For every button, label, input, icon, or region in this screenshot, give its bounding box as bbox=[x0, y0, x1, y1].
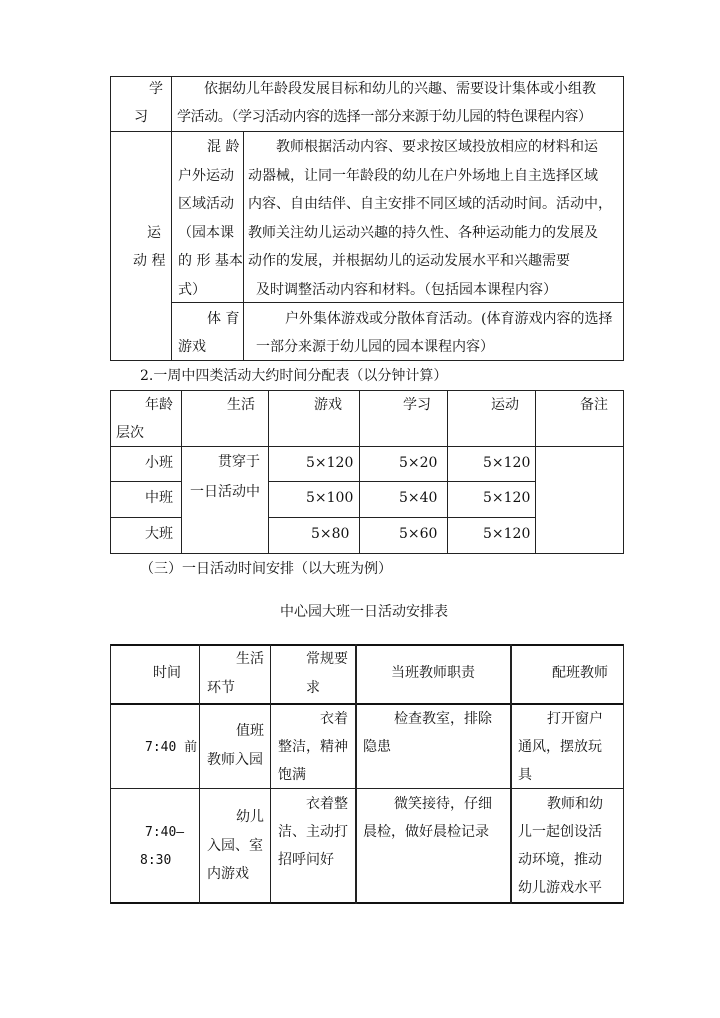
table-row-rules: 洁、主动打 bbox=[278, 824, 348, 840]
pe-content: 一部分来源于幼儿园的园本课程内容） bbox=[256, 339, 494, 355]
mixed-age-content: 及时调整活动内容和材料。（包括园本课程内容） bbox=[256, 282, 557, 298]
table-row-age: 小班 bbox=[145, 455, 173, 471]
table-row-rules: 衣着 bbox=[320, 711, 348, 727]
mixed-age-label: 区域活动 bbox=[178, 196, 234, 212]
table-row-assist: 儿一起创设活 bbox=[518, 824, 602, 840]
section-heading: （三）一日活动时间安排（以大班为例） bbox=[140, 561, 392, 577]
table-row-sport: 5×120 bbox=[483, 490, 531, 506]
table-row-segment: 入园、室 bbox=[207, 838, 263, 854]
pe-content: 户外集体游戏或分散体育活动。(体育游戏内容的选择 bbox=[285, 311, 613, 327]
header-time: 时间 bbox=[153, 665, 181, 681]
table-row-assist: 通风，摆放玩 bbox=[518, 739, 602, 755]
pe-label: 游戏 bbox=[178, 339, 206, 355]
header-assist-teacher: 配班教师 bbox=[552, 665, 608, 681]
table-row-study: 5×20 bbox=[399, 455, 438, 471]
table-row-sport: 5×120 bbox=[483, 526, 531, 542]
study-label: 学 bbox=[149, 81, 163, 97]
table-row-assist: 教师和幼 bbox=[547, 796, 603, 812]
mixed-age-content: 教师根据活动内容、要求按区域投放相应的材料和运 bbox=[276, 139, 598, 155]
table-row-assist: 动环境，推动 bbox=[518, 852, 602, 868]
table-row-age: 中班 bbox=[145, 490, 173, 506]
header-game: 游戏 bbox=[314, 397, 342, 413]
table-row-sport: 5×120 bbox=[483, 455, 531, 471]
table-row-assist: 幼儿游戏水平 bbox=[518, 880, 602, 896]
table-row-duty: 晨检，做好晨检记录 bbox=[363, 824, 489, 840]
header-segment: 环节 bbox=[207, 680, 235, 696]
mixed-age-content: 动器械，让同一年龄段的幼儿在户外场地上自主选择区域 bbox=[248, 168, 598, 184]
header-age: 年龄 bbox=[145, 397, 173, 413]
table-row-segment: 内游戏 bbox=[207, 866, 249, 882]
header-age: 层次 bbox=[116, 425, 144, 441]
pe-label: 体 育 bbox=[207, 311, 240, 327]
table-row-rules: 整洁，精神 bbox=[278, 739, 348, 755]
table-row-duty: 检查教室，排除 bbox=[394, 711, 492, 727]
header-duty-teacher: 当班教师职责 bbox=[391, 665, 475, 681]
table-row-time: 8:30 bbox=[140, 853, 172, 868]
mixed-age-label: 混 龄 bbox=[207, 139, 240, 155]
header-segment: 生活 bbox=[236, 651, 264, 667]
mixed-age-label: 式） bbox=[178, 282, 206, 298]
header-rules: 求 bbox=[306, 680, 320, 696]
table-row-rules: 招呼问好 bbox=[278, 852, 334, 868]
table-row-study: 5×60 bbox=[399, 526, 438, 542]
table-row-segment: 教师入园 bbox=[207, 752, 263, 768]
life-merged-cell: 一日活动中 bbox=[190, 484, 260, 500]
table-row-game: 5×120 bbox=[306, 455, 354, 471]
mixed-age-label: （园本课 bbox=[178, 225, 234, 241]
table-row-time: 7:40— bbox=[145, 825, 185, 840]
table-title: 中心园大班一日活动安排表 bbox=[280, 604, 448, 620]
mixed-age-label: 户外运动 bbox=[178, 168, 234, 184]
table-row-rules: 衣着整 bbox=[306, 796, 348, 812]
life-merged-cell: 贯穿于 bbox=[218, 454, 260, 470]
table-row-game: 5×80 bbox=[311, 526, 350, 542]
mixed-age-content: 内容、自由结伴、自主安排不同区域的活动时间。活动中， bbox=[248, 196, 612, 212]
mixed-age-label: 的 形 基本 bbox=[178, 253, 243, 269]
table-row-assist: 具 bbox=[518, 767, 532, 783]
table-row-assist: 打开窗户 bbox=[547, 711, 603, 727]
table-row-game: 5×100 bbox=[306, 490, 354, 506]
header-note: 备注 bbox=[580, 397, 608, 413]
header-rules: 常规要 bbox=[306, 651, 348, 667]
table-row-study: 5×40 bbox=[399, 490, 438, 506]
table-row-age: 大班 bbox=[145, 526, 173, 542]
study-content: 依据幼儿年龄段发展目标和幼儿的兴趣、需要设计集体或小组教 bbox=[204, 81, 596, 97]
section-heading: 2.一周中四类活动大约时间分配表（以分钟计算） bbox=[140, 368, 448, 384]
sport-label: 动 程 bbox=[133, 253, 166, 269]
mixed-age-content: 教师关注幼儿运动兴趣的持久性、各种运动能力的发展及 bbox=[248, 225, 598, 241]
header-sport: 运动 bbox=[491, 397, 519, 413]
mixed-age-content: 动作的发展，并根据幼儿的运动发展水平和兴趣需要 bbox=[248, 253, 570, 269]
sport-label: 运 bbox=[147, 225, 161, 241]
header-study: 学习 bbox=[403, 397, 431, 413]
table-row-rules: 饱满 bbox=[278, 767, 306, 783]
table-row-segment: 值班 bbox=[236, 723, 264, 739]
study-content: 学活动。（学习活动内容的选择一部分来源于幼儿园的特色课程内容） bbox=[177, 109, 592, 125]
table-row-segment: 幼儿 bbox=[236, 809, 264, 825]
header-life: 生活 bbox=[227, 397, 255, 413]
table-row-duty: 微笑接待，仔细 bbox=[394, 796, 492, 812]
study-label: 习 bbox=[134, 109, 148, 125]
table-row-time: 7:40 前 bbox=[145, 740, 198, 755]
table-row-duty: 隐患 bbox=[363, 739, 391, 755]
